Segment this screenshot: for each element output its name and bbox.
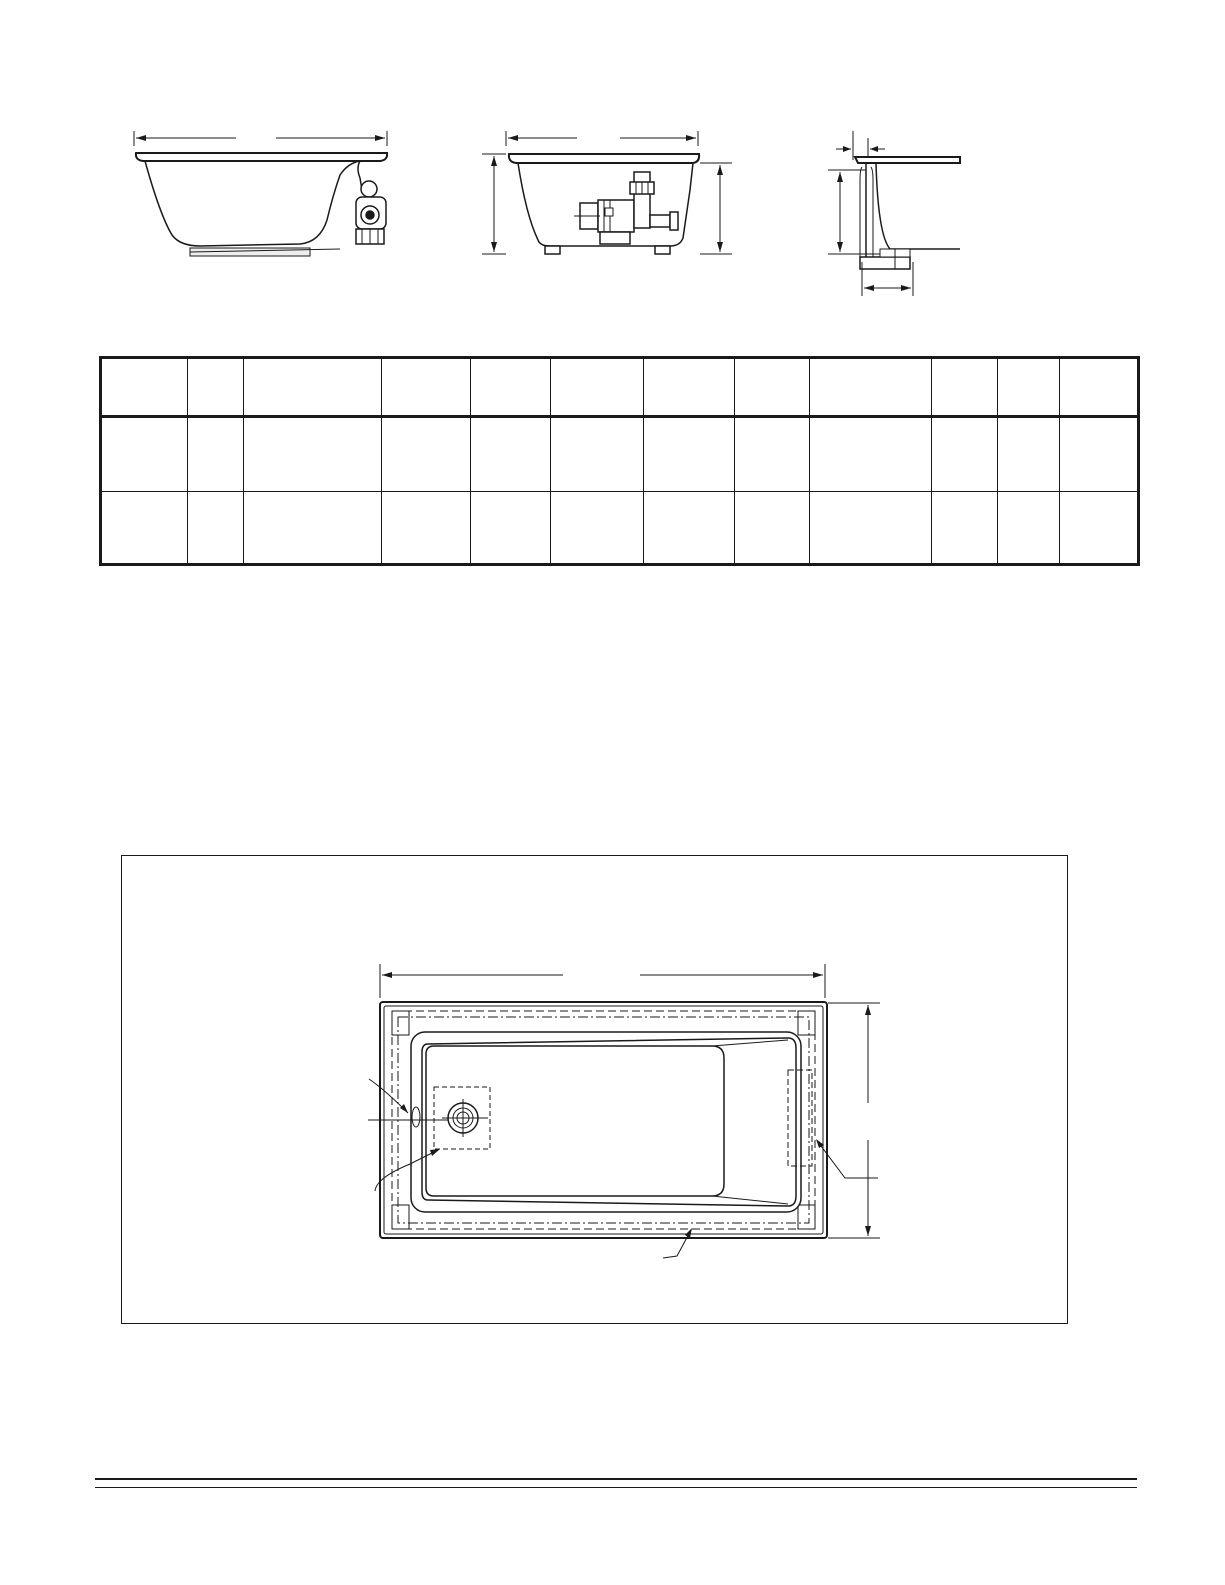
- footer-rule-thin: [95, 1487, 1137, 1488]
- header-cell: [382, 358, 471, 417]
- table-cell: [551, 492, 644, 565]
- table-cell: [551, 417, 644, 492]
- header-cell: [998, 358, 1060, 417]
- table-header-row: [101, 358, 1139, 417]
- table-cell: [932, 492, 998, 565]
- header-cell: [644, 358, 735, 417]
- header-cell: [810, 358, 932, 417]
- table-cell: [101, 417, 188, 492]
- table-row: [101, 417, 1139, 492]
- header-cell: [551, 358, 644, 417]
- header-cell: [188, 358, 244, 417]
- table-cell: [188, 492, 244, 565]
- table-cell: [998, 492, 1060, 565]
- table-cell: [471, 417, 551, 492]
- table-cell: [471, 492, 551, 565]
- table-cell: [932, 417, 998, 492]
- table-cell: [810, 417, 932, 492]
- table-cell: [810, 492, 932, 565]
- header-cell: [471, 358, 551, 417]
- table-cell: [735, 492, 810, 565]
- table-cell: [735, 417, 810, 492]
- header-cell: [1060, 358, 1139, 417]
- table-cell: [382, 492, 471, 565]
- table-cell: [998, 417, 1060, 492]
- table-cell: [101, 492, 188, 565]
- table-cell: [1060, 492, 1139, 565]
- table-cell: [1060, 417, 1139, 492]
- plan-view-frame: [121, 855, 1068, 1324]
- side-section-view: [828, 131, 960, 296]
- header-cell: [101, 358, 188, 417]
- spec-table: [99, 356, 1140, 566]
- table-cell: [188, 417, 244, 492]
- table-cell: [244, 492, 382, 565]
- header-cell: [932, 358, 998, 417]
- table-row: [101, 492, 1139, 565]
- table-cell: [382, 417, 471, 492]
- table-cell: [644, 492, 735, 565]
- header-cell: [735, 358, 810, 417]
- elevation-drawings: [0, 0, 1225, 320]
- footer-rule-thick: [95, 1478, 1137, 1480]
- header-cell: [244, 358, 382, 417]
- front-elevation-view: [134, 131, 387, 256]
- table-cell: [244, 417, 382, 492]
- end-elevation-view: [482, 131, 732, 254]
- table-cell: [644, 417, 735, 492]
